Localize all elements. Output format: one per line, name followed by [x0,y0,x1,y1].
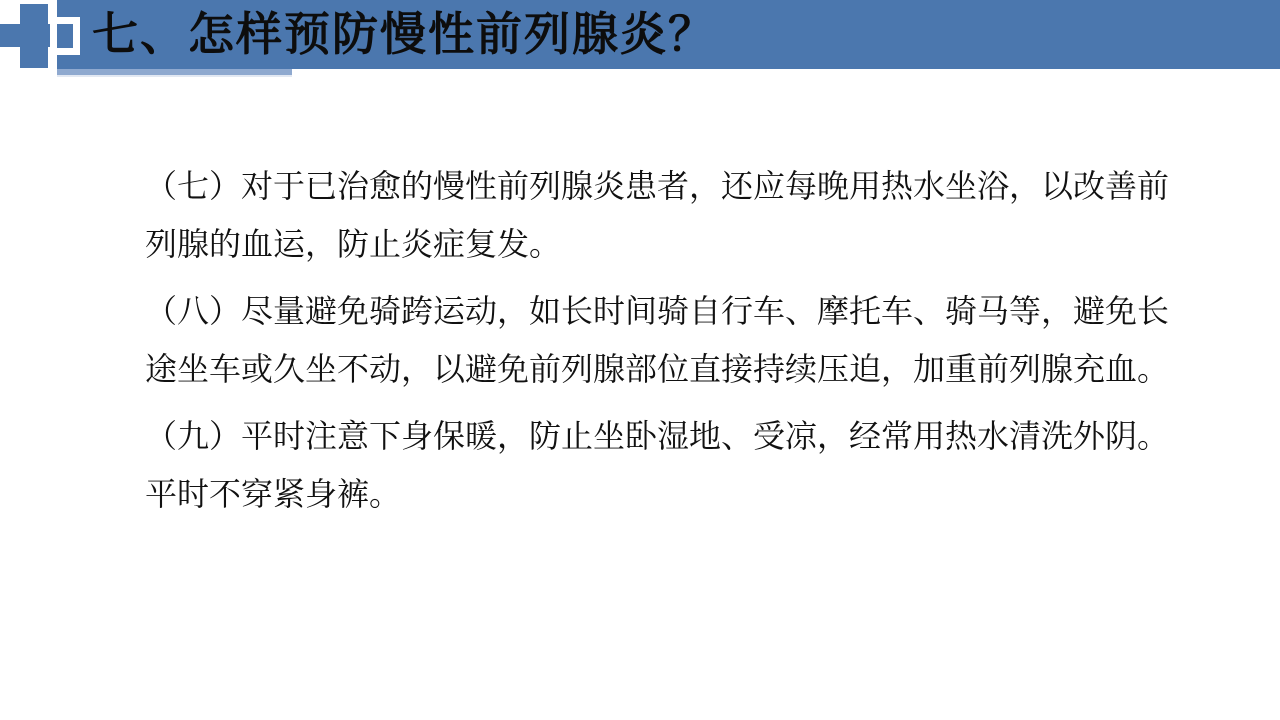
paragraph-7 [145,157,1175,273]
paragraph-9 [145,407,1175,523]
body-line: （七）对于已治愈的慢性前列腺炎患者，还应每晚用热水坐浴，以改善前 [145,168,1170,204]
paragraph-8 [145,282,1175,398]
body-line: 途坐车或久坐不动，以避免前列腺部位直接持续压迫，加重前列腺充血。 [145,351,1170,387]
slide-body [145,157,1175,532]
body-line: （八）尽量避免骑跨运动，如长时间骑自行车、摩托车、骑马等，避免长 [145,293,1170,329]
body-line: 列腺的血运，防止炎症复发。 [145,226,562,262]
body-line: （九）平时注意下身保暖，防止坐卧湿地、受凉，经常用热水清洗外阴。 [145,418,1170,454]
body-line: 平时不穿紧身裤。 [145,476,402,512]
bracket-decoration [57,48,80,55]
slide-title: 七、怎样预防慢性前列腺炎？ [92,8,716,60]
cross-icon [0,24,50,47]
banner-accent-strip [57,69,292,77]
